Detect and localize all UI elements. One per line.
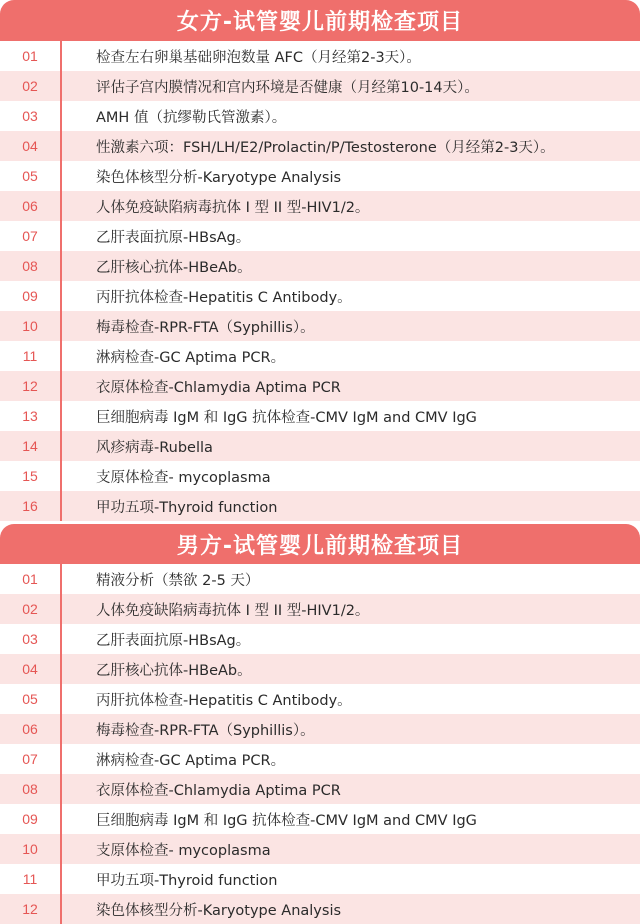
list-item <box>0 311 640 341</box>
female-checklist <box>0 41 640 521</box>
list-item <box>0 714 640 744</box>
item-text: 支原体检查- mycoplasma <box>96 842 271 859</box>
item-text: 乙肝核心抗体-HBeAb。 <box>96 662 252 679</box>
item-number: 09 <box>22 288 38 304</box>
item-number: 10 <box>22 841 38 857</box>
item-number: 11 <box>22 871 38 887</box>
list-item <box>0 624 640 654</box>
item-text: 风疹病毒-Rubella <box>96 439 213 456</box>
list-item <box>0 41 640 71</box>
item-number: 08 <box>22 258 38 274</box>
item-number: 16 <box>22 498 38 514</box>
female-section-title: 女方-试管婴儿前期检查项目 <box>0 0 640 41</box>
item-number: 01 <box>22 48 38 64</box>
list-item <box>0 131 640 161</box>
item-text: 丙肝抗体检查-Hepatitis C Antibody。 <box>96 692 352 709</box>
list-item <box>0 654 640 684</box>
list-item <box>0 101 640 131</box>
item-text: 检查左右卵巢基础卵泡数量 AFC（月经第2-3天）。 <box>96 49 421 66</box>
item-number: 04 <box>22 138 38 154</box>
item-text: 衣原体检查-Chlamydia Aptima PCR <box>96 782 341 799</box>
item-text: 性激素六项：FSH/LH/E2/Prolactin/P/Testosterone（月经第2-3天）。 <box>96 139 555 156</box>
item-number: 03 <box>22 631 38 647</box>
list-item <box>0 161 640 191</box>
item-number: 01 <box>22 571 38 587</box>
list-item <box>0 594 640 624</box>
item-text: 衣原体检查-Chlamydia Aptima PCR <box>96 379 341 396</box>
list-item <box>0 491 640 521</box>
list-item <box>0 684 640 714</box>
item-text: 乙肝表面抗原-HBsAg。 <box>96 632 251 649</box>
item-text: 精液分析（禁欲 2-5 天） <box>96 572 260 589</box>
list-item <box>0 744 640 774</box>
list-item <box>0 564 640 594</box>
item-text: AMH 值（抗缪勒氏管激素）。 <box>96 109 287 126</box>
list-item <box>0 221 640 251</box>
male-section-title: 男方-试管婴儿前期检查项目 <box>0 524 640 564</box>
item-number: 12 <box>22 378 38 394</box>
item-number: 03 <box>22 108 38 124</box>
list-item <box>0 71 640 101</box>
male-checklist <box>0 564 640 924</box>
item-number: 07 <box>22 228 38 244</box>
item-text: 人体免疫缺陷病毒抗体 I 型 II 型-HIV1/2。 <box>96 199 370 216</box>
list-item <box>0 774 640 804</box>
item-text: 甲功五项-Thyroid function <box>96 872 278 889</box>
list-item <box>0 191 640 221</box>
list-item <box>0 341 640 371</box>
item-number: 02 <box>22 601 38 617</box>
item-number: 04 <box>22 661 38 677</box>
item-text: 淋病检查-GC Aptima PCR。 <box>96 752 286 769</box>
list-item <box>0 401 640 431</box>
item-text: 甲功五项-Thyroid function <box>96 499 278 516</box>
item-number: 06 <box>22 198 38 214</box>
list-item <box>0 431 640 461</box>
item-number: 13 <box>22 408 38 424</box>
item-text: 丙肝抗体检查-Hepatitis C Antibody。 <box>96 289 352 306</box>
item-number: 15 <box>22 468 38 484</box>
item-text: 乙肝核心抗体-HBeAb。 <box>96 259 252 276</box>
item-number: 07 <box>22 751 38 767</box>
list-item <box>0 834 640 864</box>
item-number: 05 <box>22 691 38 707</box>
item-text: 巨细胞病毒 IgM 和 IgG 抗体检查-CMV IgM and CMV IgG <box>96 812 477 829</box>
list-item <box>0 251 640 281</box>
item-number: 05 <box>22 168 38 184</box>
item-number: 12 <box>22 901 38 917</box>
list-item <box>0 864 640 894</box>
list-item <box>0 804 640 834</box>
item-text: 梅毒检查-RPR-FTA（Syphillis）。 <box>96 722 315 739</box>
list-item <box>0 281 640 311</box>
item-number: 10 <box>22 318 38 334</box>
item-number: 08 <box>22 781 38 797</box>
item-text: 染色体核型分析-Karyotype Analysis <box>96 169 342 186</box>
item-text: 染色体核型分析-Karyotype Analysis <box>96 902 342 919</box>
item-text: 巨细胞病毒 IgM 和 IgG 抗体检查-CMV IgM and CMV IgG <box>96 409 477 426</box>
list-item <box>0 461 640 491</box>
list-item <box>0 894 640 924</box>
item-text: 梅毒检查-RPR-FTA（Syphillis）。 <box>96 319 315 336</box>
item-number: 11 <box>22 348 38 364</box>
list-item <box>0 371 640 401</box>
item-text: 评估子宫内膜情况和宫内环境是否健康（月经第10-14天）。 <box>96 79 479 96</box>
item-text: 人体免疫缺陷病毒抗体 I 型 II 型-HIV1/2。 <box>96 602 370 619</box>
item-number: 02 <box>22 78 38 94</box>
item-number: 14 <box>22 438 38 454</box>
item-number: 06 <box>22 721 38 737</box>
item-text: 淋病检查-GC Aptima PCR。 <box>96 349 286 366</box>
item-number: 09 <box>22 811 38 827</box>
item-text: 支原体检查- mycoplasma <box>96 469 271 486</box>
item-text: 乙肝表面抗原-HBsAg。 <box>96 229 251 246</box>
